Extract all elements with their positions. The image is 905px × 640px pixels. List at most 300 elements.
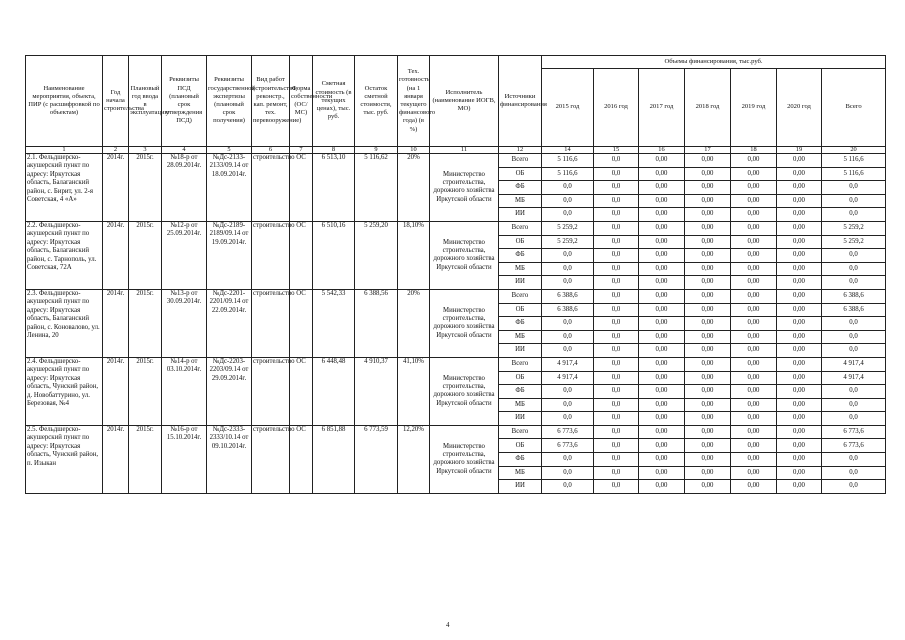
funding-value: 0,0: [594, 412, 639, 426]
funding-value: 0,00: [639, 480, 685, 494]
funding-value: 0,00: [731, 303, 777, 317]
funding-value: 0,00: [777, 371, 822, 385]
funding-value: 0,0: [822, 330, 886, 344]
funding-value: 0,00: [685, 262, 731, 276]
header-year-2: 2017 год: [639, 69, 685, 147]
funding-value: 6 388,6: [542, 303, 594, 317]
header-year-4: 2019 год: [731, 69, 777, 147]
column-number: 6: [252, 147, 290, 154]
header-work-type: Вид работ (строительство, реконстр., кап. ремонт, тех. перевооружение): [252, 56, 290, 147]
funding-value: 0,00: [639, 425, 685, 439]
column-number: 5: [207, 147, 252, 154]
funding-value: 0,00: [639, 262, 685, 276]
table-row: [26, 425, 886, 439]
header-year-3: 2018 год: [685, 69, 731, 147]
funding-value: 0,00: [685, 371, 731, 385]
funding-value: 4 917,4: [822, 357, 886, 371]
funding-value: 0,00: [639, 453, 685, 467]
planned-year: 2015г.: [129, 357, 162, 425]
funding-source: ФБ: [499, 385, 542, 399]
object-name: 2.4. Фельдшерско-акушерский пункт по адресу: Иркутская область, Чунский район, д. Новобаттурино, ул. Березовая, №4: [26, 357, 103, 425]
funding-value: 0,00: [639, 276, 685, 290]
executor: Министерство строительства, дорожного хозяйства Иркутской области: [430, 289, 499, 357]
funding-value: 0,00: [731, 439, 777, 453]
funding-value: 6 773,6: [542, 425, 594, 439]
funding-value: 0,0: [822, 344, 886, 358]
funding-value: 0,00: [731, 385, 777, 399]
funding-value: 0,00: [639, 249, 685, 263]
funding-value: 0,00: [685, 194, 731, 208]
funding-value: 0,00: [777, 466, 822, 480]
header-start-year: Год начала строительства: [103, 56, 129, 147]
expertise-details: №Дс-2203-2203/09.14 от 29.09.2014г.: [207, 357, 252, 425]
column-number: 1: [26, 147, 103, 154]
column-number: 14: [542, 147, 594, 154]
funding-value: 0,00: [777, 154, 822, 168]
header-executor: Исполнитель (наименование ИОГВ, МО): [430, 56, 499, 147]
funding-value: 0,0: [542, 344, 594, 358]
funding-value: 0,00: [639, 167, 685, 181]
funding-value: 0,00: [731, 466, 777, 480]
funding-value: 0,00: [685, 167, 731, 181]
ownership: ОС: [290, 154, 313, 222]
funding-value: 5 259,2: [822, 235, 886, 249]
funding-value: 0,00: [777, 262, 822, 276]
funding-value: 0,00: [685, 466, 731, 480]
expertise-details: №Дс-2133-2133/09.14 от 18.09.2014г.: [207, 154, 252, 222]
funding-value: 0,00: [685, 357, 731, 371]
funding-source: ФБ: [499, 453, 542, 467]
header-year-6: Всего: [822, 69, 886, 147]
funding-value: 0,00: [731, 330, 777, 344]
planned-year: 2015г.: [129, 425, 162, 493]
document-page: [25, 55, 885, 523]
funding-value: 6 773,6: [822, 439, 886, 453]
funding-source: Всего: [499, 221, 542, 235]
funding-source: Всего: [499, 289, 542, 303]
funding-value: 0,00: [777, 385, 822, 399]
funding-value: 0,00: [685, 344, 731, 358]
funding-value: 0,00: [639, 398, 685, 412]
object-name: 2.3. Фельдшерско-акушерский пункт по адресу: Иркутская область, Балаганский район, с. Коновалово, ул. Ленина, 20: [26, 289, 103, 357]
funding-value: 5 116,6: [542, 167, 594, 181]
funding-value: 0,00: [731, 344, 777, 358]
estimate-cost: 6 510,16: [313, 221, 355, 289]
funding-value: 0,00: [639, 221, 685, 235]
funding-value: 0,00: [639, 439, 685, 453]
column-number: 19: [777, 147, 822, 154]
object-block: [26, 289, 886, 357]
funding-value: 0,00: [685, 235, 731, 249]
funding-value: 0,00: [777, 235, 822, 249]
funding-value: 0,0: [542, 398, 594, 412]
estimate-cost: 6 448,48: [313, 357, 355, 425]
funding-value: 0,00: [777, 453, 822, 467]
ownership: ОС: [290, 221, 313, 289]
funding-value: 0,00: [685, 330, 731, 344]
funding-value: 0,00: [639, 344, 685, 358]
readiness: 41,10%: [398, 357, 430, 425]
funding-value: 0,0: [594, 357, 639, 371]
funding-value: 0,00: [777, 194, 822, 208]
work-type: строительство: [252, 221, 290, 289]
funding-value: 5 259,2: [822, 221, 886, 235]
funding-value: 0,0: [542, 412, 594, 426]
funding-value: 0,0: [594, 235, 639, 249]
funding-value: 0,0: [594, 221, 639, 235]
column-numbers-row: [26, 147, 886, 154]
object-name: 2.2. Фельдшерско-акушерский пункт по адресу: Иркутская область, Балаганский район, с. Тарнополь, ул. Советская, 72А: [26, 221, 103, 289]
funding-value: 0,0: [542, 262, 594, 276]
funding-value: 0,00: [685, 453, 731, 467]
funding-value: 0,00: [777, 330, 822, 344]
funding-value: 0,00: [731, 262, 777, 276]
funding-value: 0,0: [594, 303, 639, 317]
funding-source: ОБ: [499, 235, 542, 249]
header-readiness: Тех. готовность (на 1 января текущего финансового года) (в %): [398, 56, 430, 147]
funding-value: 0,00: [639, 208, 685, 222]
funding-value: 0,00: [731, 276, 777, 290]
executor: Министерство строительства, дорожного хозяйства Иркутской области: [430, 425, 499, 493]
funding-value: 0,0: [594, 398, 639, 412]
funding-value: 0,00: [685, 276, 731, 290]
funding-value: 0,00: [777, 425, 822, 439]
start-year: 2014г.: [103, 221, 129, 289]
funding-value: 0,00: [685, 439, 731, 453]
funding-value: 0,0: [822, 317, 886, 331]
funding-value: 0,0: [822, 249, 886, 263]
funding-value: 0,0: [822, 412, 886, 426]
funding-value: 0,00: [731, 480, 777, 494]
funding-value: 0,0: [542, 249, 594, 263]
column-number: 9: [355, 147, 398, 154]
funding-value: 0,00: [731, 371, 777, 385]
expertise-details: №Дс-2201-2201/09.14 от 22.09.2014г.: [207, 289, 252, 357]
funding-source: ФБ: [499, 317, 542, 331]
object-name: 2.1. Фельдшерско-акушерский пункт по адресу: Иркутская область, Балаганский район, с. Бирит, ул. 2-я Советская, 4 «А»: [26, 154, 103, 222]
header-year-0: 2015 год: [542, 69, 594, 147]
planned-year: 2015г.: [129, 221, 162, 289]
funding-value: 0,0: [542, 330, 594, 344]
funding-value: 0,0: [542, 480, 594, 494]
funding-value: 0,0: [542, 194, 594, 208]
funding-source: ОБ: [499, 303, 542, 317]
funding-value: 0,0: [594, 453, 639, 467]
funding-value: 0,0: [822, 398, 886, 412]
funding-value: 0,0: [594, 194, 639, 208]
funding-value: 0,00: [639, 466, 685, 480]
executor: Министерство строительства, дорожного хозяйства Иркутской области: [430, 154, 499, 222]
funding-value: 0,0: [594, 317, 639, 331]
psd-details: №18-р от 28.09.2014г.: [162, 154, 207, 222]
page-number: 4: [446, 621, 450, 629]
funding-value: 0,00: [685, 181, 731, 195]
remaining-cost: 6 388,56: [355, 289, 398, 357]
funding-value: 0,0: [594, 276, 639, 290]
object-name: 2.5. Фельдшерско-акушерский пункт по адресу: Иркутская область, Чунский район, п. Изыкан: [26, 425, 103, 493]
funding-value: 0,00: [731, 317, 777, 331]
funding-source: МБ: [499, 330, 542, 344]
funding-value: 4 917,4: [542, 371, 594, 385]
funding-source: ИИ: [499, 276, 542, 290]
object-block: [26, 154, 886, 222]
column-number: 11: [430, 147, 499, 154]
funding-value: 0,0: [822, 181, 886, 195]
funding-value: 0,00: [639, 289, 685, 303]
funding-source: Всего: [499, 357, 542, 371]
funding-value: 0,0: [822, 385, 886, 399]
funding-source: МБ: [499, 262, 542, 276]
ownership: ОС: [290, 289, 313, 357]
remaining-cost: 5 116,62: [355, 154, 398, 222]
funding-value: 0,0: [542, 317, 594, 331]
funding-value: 0,0: [594, 439, 639, 453]
start-year: 2014г.: [103, 289, 129, 357]
funding-value: 0,00: [685, 480, 731, 494]
funding-value: 0,0: [822, 194, 886, 208]
psd-details: №16-р от 15.10.2014г.: [162, 425, 207, 493]
header-psd-details: Реквизиты ПСД (плановый срок утверждения ПСД): [162, 56, 207, 147]
funding-value: 0,00: [685, 289, 731, 303]
funding-value: 0,00: [731, 398, 777, 412]
ownership: ОС: [290, 425, 313, 493]
funding-value: 0,00: [639, 330, 685, 344]
object-block: [26, 357, 886, 425]
funding-value: 0,00: [685, 398, 731, 412]
funding-value: 0,00: [777, 480, 822, 494]
funding-value: 0,00: [685, 317, 731, 331]
funding-value: 0,0: [594, 289, 639, 303]
remaining-cost: 5 259,20: [355, 221, 398, 289]
ownership: ОС: [290, 357, 313, 425]
header-estimate: Сметная стоимость (в текущих ценах), тыс. руб.: [313, 56, 355, 147]
funding-value: 5 116,6: [542, 154, 594, 168]
header-expertise-details: Реквизиты государственной экспертизы (плановый срок получения): [207, 56, 252, 147]
funding-value: 5 259,2: [542, 221, 594, 235]
header-sources: Источники финансирования: [499, 56, 542, 147]
funding-value: 0,00: [777, 398, 822, 412]
column-number: 16: [639, 147, 685, 154]
funding-value: 0,0: [542, 181, 594, 195]
funding-value: 5 116,6: [822, 154, 886, 168]
funding-value: 0,00: [731, 208, 777, 222]
executor: Министерство строительства, дорожного хозяйства Иркутской области: [430, 221, 499, 289]
funding-value: 0,00: [685, 425, 731, 439]
funding-source: ИИ: [499, 208, 542, 222]
funding-value: 0,00: [731, 181, 777, 195]
remaining-cost: 4 910,37: [355, 357, 398, 425]
funding-value: 0,0: [594, 330, 639, 344]
funding-value: 0,00: [777, 439, 822, 453]
start-year: 2014г.: [103, 357, 129, 425]
table-row: [26, 357, 886, 371]
funding-value: 0,00: [639, 317, 685, 331]
funding-source: ИИ: [499, 412, 542, 426]
funding-value: 0,0: [822, 466, 886, 480]
expertise-details: №Дс-2333-2333/10.14 от 09.10.2014г.: [207, 425, 252, 493]
funding-value: 0,0: [594, 262, 639, 276]
column-number: 2: [103, 147, 129, 154]
executor: Министерство строительства, дорожного хозяйства Иркутской области: [430, 357, 499, 425]
readiness: 20%: [398, 154, 430, 222]
funding-value: 0,0: [594, 466, 639, 480]
funding-value: 0,00: [685, 249, 731, 263]
funding-source: МБ: [499, 466, 542, 480]
funding-value: 0,00: [731, 357, 777, 371]
funding-value: 0,00: [731, 289, 777, 303]
funding-value: 6 388,6: [542, 289, 594, 303]
funding-value: 5 116,6: [822, 167, 886, 181]
header-name: Наименование мероприятия, объекта, ПИР (с расшифровкой по объектам): [26, 56, 103, 147]
funding-value: 0,0: [594, 385, 639, 399]
object-block: [26, 221, 886, 289]
funding-source: Всего: [499, 425, 542, 439]
funding-value: 0,00: [639, 412, 685, 426]
psd-details: №13-р от 30.09.2014г.: [162, 289, 207, 357]
funding-value: 0,0: [542, 385, 594, 399]
funding-source: ИИ: [499, 344, 542, 358]
column-number: 12: [499, 147, 542, 154]
funding-value: 0,0: [822, 276, 886, 290]
funding-value: 0,00: [777, 412, 822, 426]
funding-value: 0,00: [731, 221, 777, 235]
funding-value: 0,00: [777, 221, 822, 235]
funding-source: ОБ: [499, 167, 542, 181]
funding-value: 6 773,6: [822, 425, 886, 439]
funding-value: 0,00: [685, 154, 731, 168]
funding-source: Всего: [499, 154, 542, 168]
header-year-1: 2016 год: [594, 69, 639, 147]
funding-value: 0,00: [777, 289, 822, 303]
funding-value: 0,00: [731, 412, 777, 426]
remaining-cost: 6 773,59: [355, 425, 398, 493]
header-year-5: 2020 год: [777, 69, 822, 147]
funding-value: 0,00: [731, 167, 777, 181]
table-row: [26, 221, 886, 235]
funding-value: 0,0: [822, 262, 886, 276]
funding-value: 6 388,6: [822, 289, 886, 303]
funding-source: МБ: [499, 194, 542, 208]
funding-value: 0,00: [639, 154, 685, 168]
funding-value: 4 917,4: [822, 371, 886, 385]
work-type: строительство: [252, 289, 290, 357]
funding-value: 6 773,6: [542, 439, 594, 453]
funding-value: 0,00: [777, 303, 822, 317]
funding-value: 0,00: [639, 303, 685, 317]
psd-details: №12-р от 25.09.2014г.: [162, 221, 207, 289]
estimate-cost: 5 542,33: [313, 289, 355, 357]
funding-value: 5 259,2: [542, 235, 594, 249]
funding-value: 0,0: [594, 249, 639, 263]
funding-value: 0,00: [685, 208, 731, 222]
funding-value: 0,0: [594, 480, 639, 494]
funding-value: 0,00: [639, 194, 685, 208]
funding-value: 0,00: [777, 344, 822, 358]
funding-value: 0,00: [777, 167, 822, 181]
start-year: 2014г.: [103, 425, 129, 493]
work-type: строительство: [252, 154, 290, 222]
header-planned-year: Плановый год ввода в эксплуатацию: [129, 56, 162, 147]
funding-value: 0,00: [777, 249, 822, 263]
funding-value: 0,00: [685, 385, 731, 399]
financing-table: [25, 55, 886, 494]
funding-value: 0,0: [594, 154, 639, 168]
work-type: строительство: [252, 357, 290, 425]
header-ownership: Форма собственности (ОС/МС): [290, 56, 313, 147]
funding-source: ФБ: [499, 181, 542, 195]
funding-value: 0,00: [777, 317, 822, 331]
funding-value: 0,0: [594, 425, 639, 439]
funding-value: 0,0: [594, 181, 639, 195]
funding-value: 0,00: [731, 425, 777, 439]
funding-value: 0,0: [594, 371, 639, 385]
column-number: 17: [685, 147, 731, 154]
funding-value: 0,00: [639, 371, 685, 385]
funding-value: 0,00: [777, 357, 822, 371]
funding-value: 0,0: [542, 466, 594, 480]
funding-value: 0,00: [731, 235, 777, 249]
table-row: [26, 289, 886, 303]
funding-source: ОБ: [499, 439, 542, 453]
funding-value: 0,00: [777, 181, 822, 195]
readiness: 12,20%: [398, 425, 430, 493]
table-row: [26, 154, 886, 168]
readiness: 18,10%: [398, 221, 430, 289]
header-remaining: Остаток сметной стоимости, тыс. руб.: [355, 56, 398, 147]
funding-value: 0,0: [594, 167, 639, 181]
column-number: 10: [398, 147, 430, 154]
planned-year: 2015г.: [129, 289, 162, 357]
funding-value: 0,0: [542, 276, 594, 290]
funding-value: 0,00: [731, 154, 777, 168]
funding-value: 0,0: [594, 344, 639, 358]
estimate-cost: 6 513,10: [313, 154, 355, 222]
funding-source: ИИ: [499, 480, 542, 494]
expertise-details: №Дс-2189-2189/09.14 от 19.09.2014г.: [207, 221, 252, 289]
work-type: строительство: [252, 425, 290, 493]
funding-value: 0,0: [594, 208, 639, 222]
funding-value: 0,00: [639, 181, 685, 195]
funding-value: 0,00: [731, 249, 777, 263]
planned-year: 2015г.: [129, 154, 162, 222]
funding-value: 0,0: [822, 480, 886, 494]
funding-value: 0,0: [542, 208, 594, 222]
funding-source: ФБ: [499, 249, 542, 263]
funding-value: 0,00: [639, 235, 685, 249]
column-number: 15: [594, 147, 639, 154]
psd-details: №14-р от 03.10.2014г.: [162, 357, 207, 425]
funding-value: 0,00: [777, 208, 822, 222]
funding-source: МБ: [499, 398, 542, 412]
column-number: 3: [129, 147, 162, 154]
column-number: 7: [290, 147, 313, 154]
column-number: 4: [162, 147, 207, 154]
funding-value: 4 917,4: [542, 357, 594, 371]
funding-value: 0,00: [639, 385, 685, 399]
funding-value: 0,00: [639, 357, 685, 371]
readiness: 20%: [398, 289, 430, 357]
header-funding-title: Объемы финансирования, тыс.руб.: [542, 56, 886, 69]
column-number: 18: [731, 147, 777, 154]
object-block: [26, 425, 886, 493]
estimate-cost: 6 851,88: [313, 425, 355, 493]
funding-source: ОБ: [499, 371, 542, 385]
funding-value: 0,0: [542, 453, 594, 467]
funding-value: 0,0: [822, 208, 886, 222]
column-number: 20: [822, 147, 886, 154]
funding-value: 0,00: [685, 303, 731, 317]
start-year: 2014г.: [103, 154, 129, 222]
